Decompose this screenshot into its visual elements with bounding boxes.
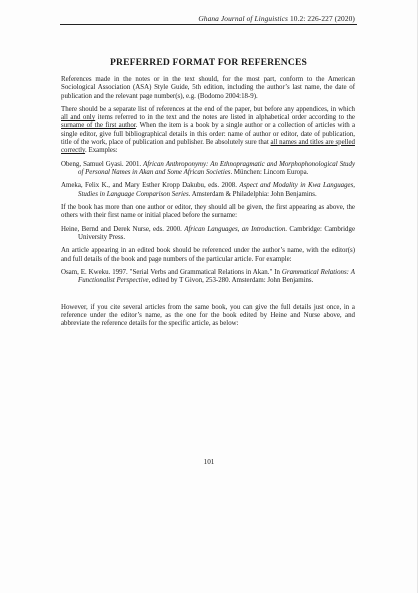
reference-example-heine bbox=[61, 226, 355, 243]
list-underline-3: all names and titles are spelled correctly bbox=[61, 138, 355, 155]
list-text-1: There should be a separate list of references at the end of the paper, but before any appendices, in which bbox=[61, 105, 355, 113]
osam-author: Osam, E. Kweku. 1997. "Serial Verbs and Grammatical Relations in Akan." In bbox=[61, 269, 282, 277]
heine-author: Heine, Bernd and Derek Nurse, eds. 2000. bbox=[61, 225, 185, 233]
journal-name: Ghana Journal of Linguistics bbox=[198, 14, 289, 23]
obeng-author: Obeng, Samuel Gyasi. 2001. bbox=[61, 160, 144, 168]
osam-title: Grammatical Relations: A Functionalist Perspective bbox=[78, 269, 355, 285]
obeng-title: African Anthroponymy: An Ethnopragmatic and Morphophonological Study of Personal Names in Akan and Some African Societies bbox=[78, 160, 355, 176]
closing-paragraph: However, if you cite several articles from the same book, you can give the full details just once, in a reference under the editor’s name, as the one for the book edited by Heine and Nurse above, and abbreviate the reference details for the specific article, as below: bbox=[61, 303, 355, 328]
heine-title: African Languages, an Introduction bbox=[184, 225, 286, 233]
ameka-author: Ameka, Felix K., and Mary Esther Kropp Dakubu, eds. 2008. bbox=[61, 182, 240, 190]
osam-publisher: , edited by T Givon, 253-280. Amsterdam: John Benjamins. bbox=[148, 277, 314, 285]
reference-example-ameka bbox=[61, 182, 355, 199]
reference-list-paragraph bbox=[61, 106, 355, 156]
list-underline-1: all and only bbox=[61, 114, 96, 122]
intro-paragraph: References made in the notes or in the text should, for the most part, conform to the American Sociological Association (ASA) Style Guide, 5th edition, including the author’s last name, the date of publication and the relevant page number(s), e.g. (Bodomo 2004:18-9). bbox=[61, 76, 355, 100]
list-underline-2: surname of the first author bbox=[61, 122, 136, 130]
page-title: PREFERRED FORMAT FOR REFERENCES bbox=[110, 57, 307, 68]
paragraph-gap bbox=[61, 291, 355, 304]
reference-example-osam bbox=[61, 269, 355, 286]
multi-author-paragraph: If the book has more than one author or editor, they should all be given, the first appearing as above, the others with their first name or initial placed before the surname: bbox=[61, 204, 355, 220]
heine-publisher: . Cambridge: Cambridge University Press. bbox=[78, 225, 356, 241]
reference-example-obeng bbox=[61, 161, 355, 178]
body-text bbox=[61, 76, 355, 334]
page-number: 101 bbox=[203, 458, 215, 466]
list-text-2: items referred to in the text and the notes are listed in alphabetical order according to the bbox=[95, 114, 355, 122]
obeng-publisher: . München: Lincom Europa. bbox=[230, 168, 309, 176]
header-rule bbox=[60, 24, 357, 25]
list-text-4: . Examples: bbox=[85, 147, 118, 155]
list-text-3: . When the item is a book by a single author or a collection of articles with a single editor, give full bibliographical details in this order: name of author or editor, date of publication, title of the work, place of publication and publisher. Be absolutely sure that bbox=[61, 122, 355, 146]
ameka-title: Aspect and Modality in Kwa Languages, Studies in Language Comparison Series bbox=[78, 182, 355, 198]
running-header bbox=[198, 14, 355, 23]
journal-citation: 10.2: 226-227 (2020) bbox=[289, 14, 355, 23]
edited-book-paragraph: An article appearing in an edited book should be referenced under the author’s name, with the editor(s) and full details of the book and page numbers of the particular article. For example: bbox=[61, 247, 355, 263]
ameka-publisher: . Amsterdam & Philadelphia: John Benjamins. bbox=[188, 190, 317, 198]
